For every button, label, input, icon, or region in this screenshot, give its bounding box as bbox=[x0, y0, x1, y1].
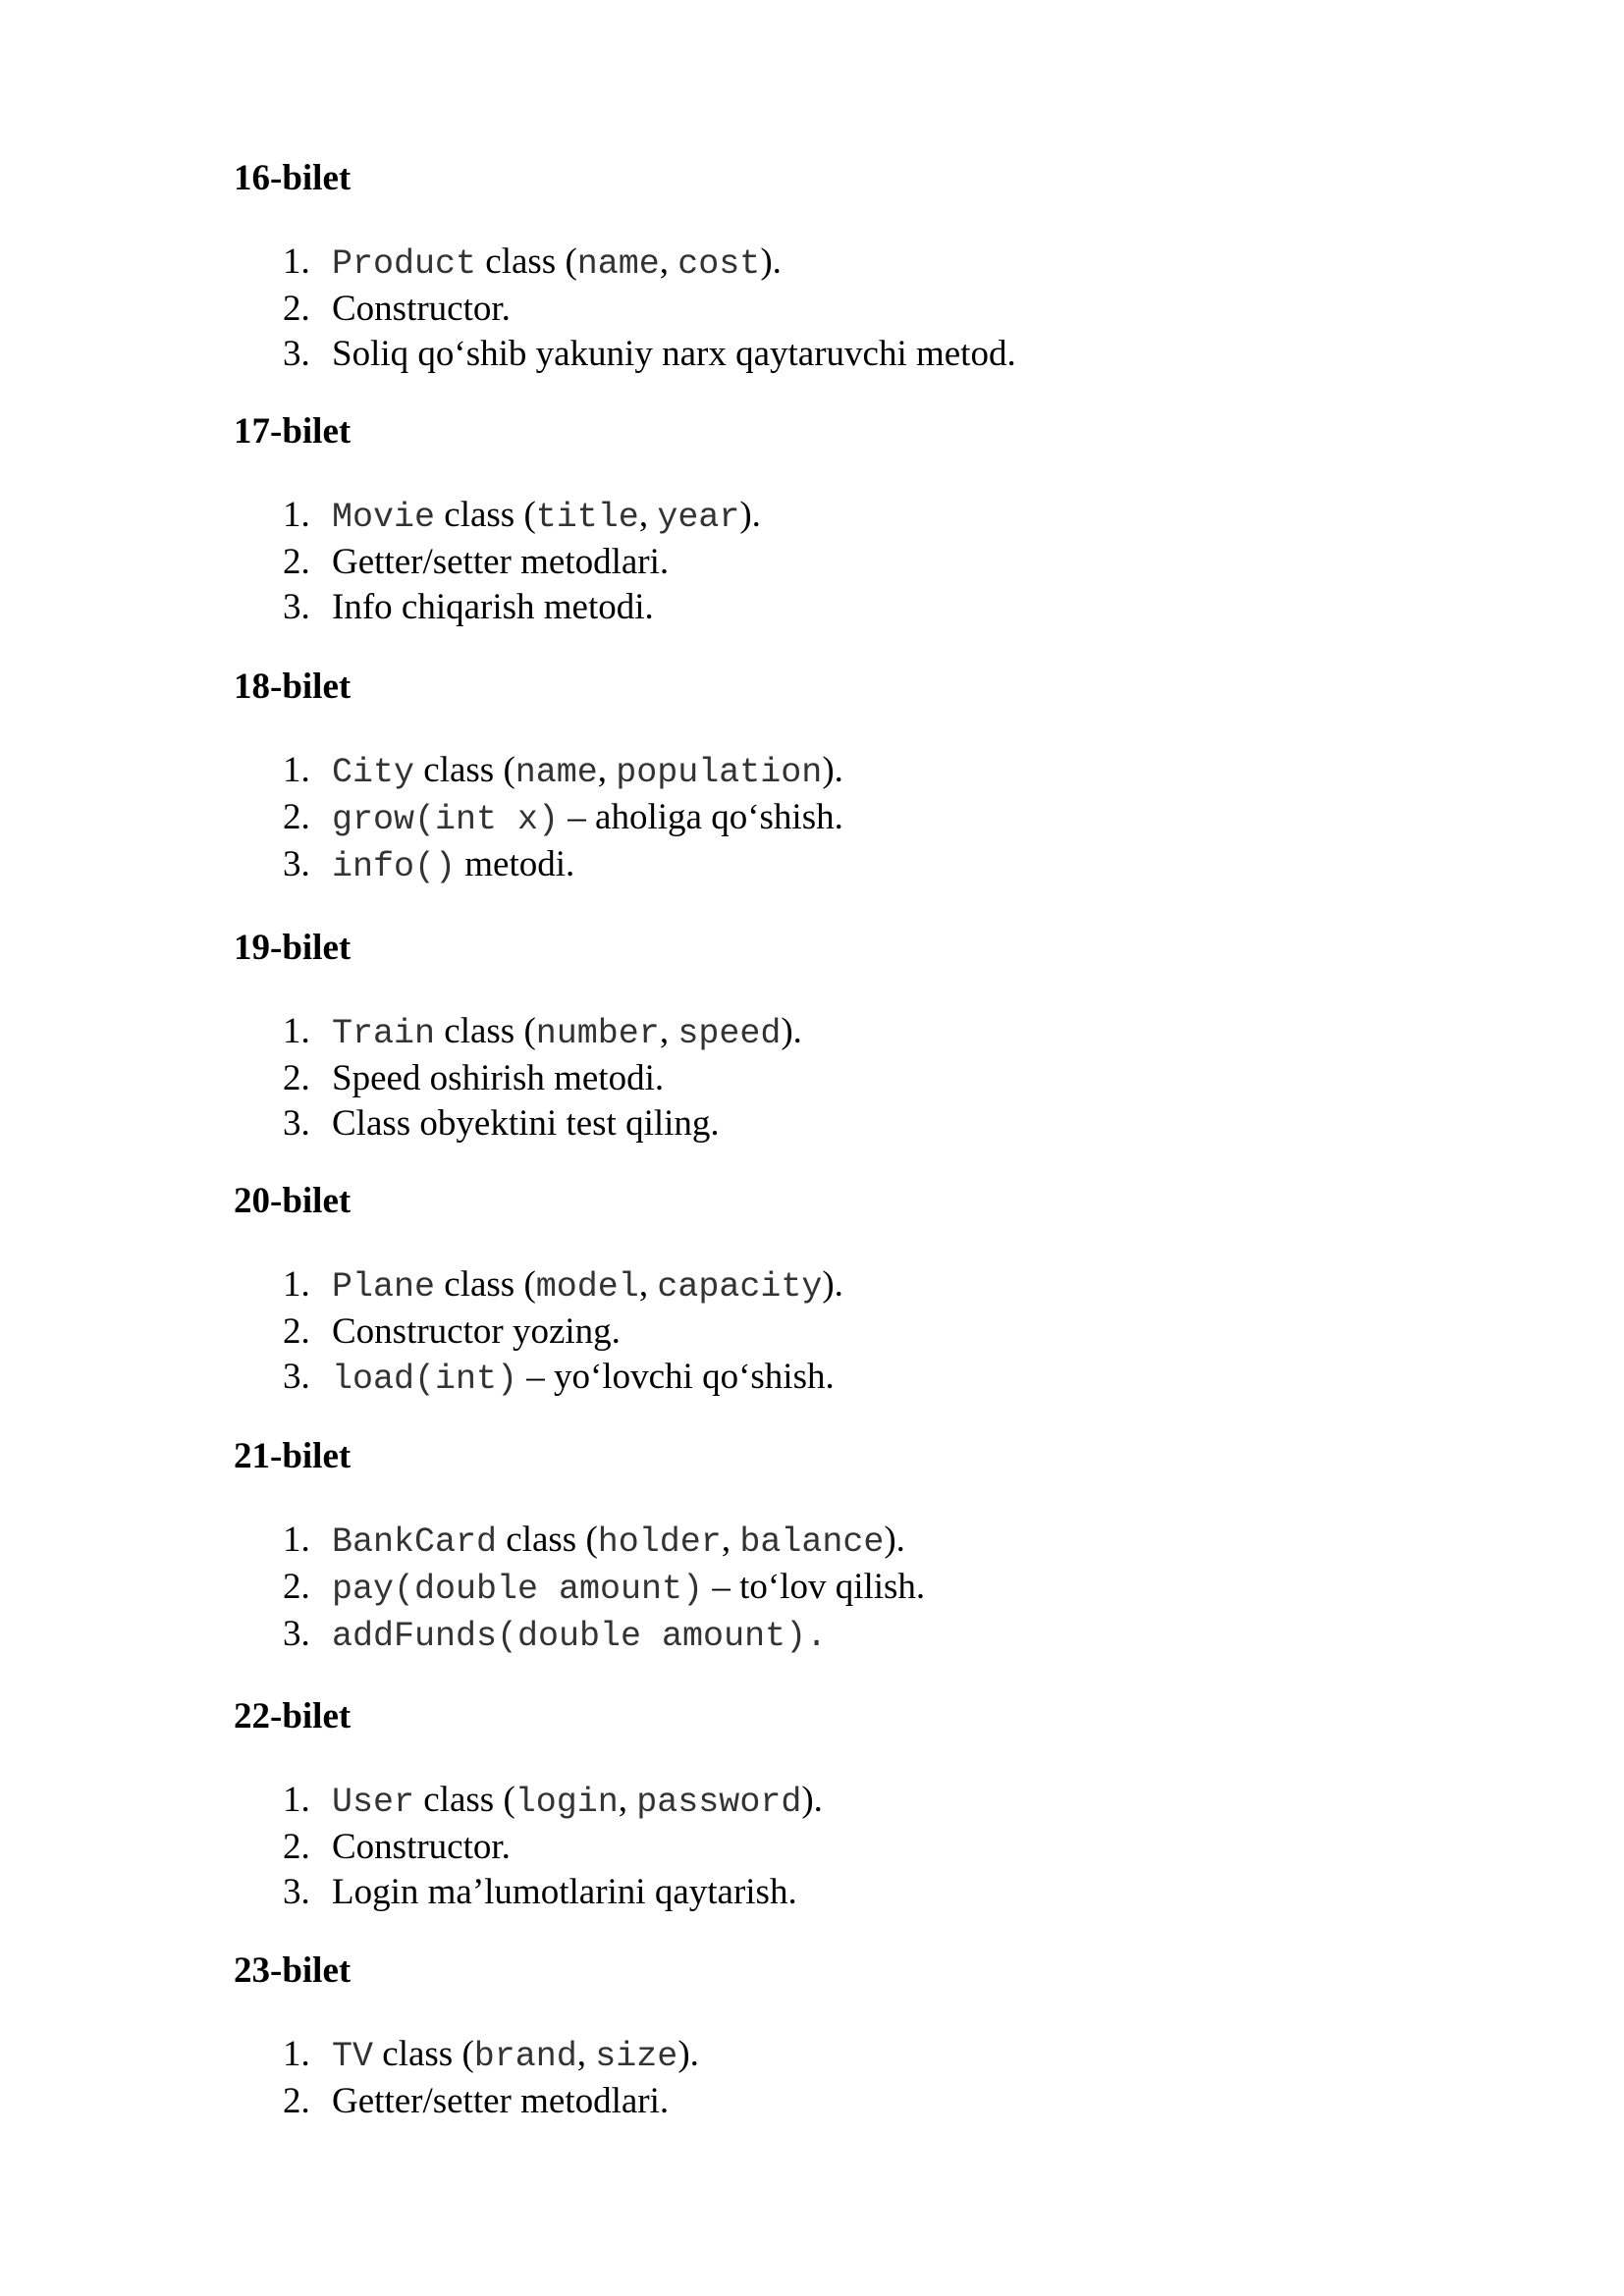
ticket-task-list bbox=[234, 2032, 1412, 2124]
task-text: Constructor. bbox=[332, 1827, 511, 1867]
task-text: ). bbox=[781, 1011, 802, 1051]
task-text: ). bbox=[822, 750, 843, 790]
task-number: 2. bbox=[283, 1567, 310, 1607]
task-text: – to‘lov qilish. bbox=[703, 1567, 926, 1607]
task-number: 3. bbox=[283, 1872, 310, 1912]
task-text: class ( bbox=[373, 2034, 474, 2074]
code-identifier: load(int) bbox=[332, 1360, 518, 1399]
task-text: Class obyektini test qiling. bbox=[332, 1103, 720, 1144]
code-identifier: City bbox=[332, 753, 415, 792]
code-identifier: Plane bbox=[332, 1267, 436, 1307]
ticket-task-list bbox=[234, 493, 1412, 630]
task-item bbox=[234, 795, 1412, 842]
task-text: Login ma’lumotlarini qaytarish. bbox=[332, 1872, 797, 1912]
task-text: – yo‘lovchi qo‘shish. bbox=[517, 1357, 835, 1397]
code-identifier: TV bbox=[332, 2037, 374, 2076]
ticket-title: 16-bilet bbox=[234, 158, 352, 198]
task-text: , bbox=[597, 750, 617, 790]
code-identifier: holder bbox=[597, 1522, 722, 1562]
task-text: Speed oshirish metodi. bbox=[332, 1058, 665, 1098]
task-number: 2. bbox=[283, 1058, 310, 1098]
code-identifier: year bbox=[657, 498, 740, 537]
task-number: 1. bbox=[283, 750, 310, 790]
task-item bbox=[234, 332, 1412, 377]
task-text: , bbox=[638, 495, 658, 535]
task-item bbox=[234, 2032, 1412, 2079]
task-text: class ( bbox=[435, 1264, 536, 1305]
task-text: class ( bbox=[414, 750, 515, 790]
task-number: 1. bbox=[283, 1264, 310, 1305]
task-item bbox=[234, 1355, 1412, 1402]
ticket-section bbox=[234, 927, 1412, 1147]
task-text: , bbox=[638, 1264, 658, 1305]
task-number: 2. bbox=[283, 1827, 310, 1867]
task-item bbox=[234, 287, 1412, 332]
ticket-task-list bbox=[234, 1778, 1412, 1915]
code-identifier: pay(double amount) bbox=[332, 1570, 704, 1609]
task-text: Getter/setter metodlari. bbox=[332, 542, 670, 582]
code-identifier: cost bbox=[677, 244, 761, 284]
task-item bbox=[234, 1262, 1412, 1309]
code-identifier: password bbox=[636, 1783, 802, 1822]
ticket-title: 23-bilet bbox=[234, 1950, 352, 1991]
task-item bbox=[234, 540, 1412, 585]
task-text: class ( bbox=[435, 1011, 536, 1051]
task-number: 3. bbox=[283, 1614, 310, 1654]
ticket-task-list bbox=[234, 1262, 1412, 1402]
task-number: 1. bbox=[283, 241, 310, 282]
code-identifier: info() bbox=[332, 847, 457, 886]
code-identifier: model bbox=[535, 1267, 639, 1307]
task-text: ). bbox=[677, 2034, 699, 2074]
task-text: ). bbox=[739, 495, 761, 535]
task-item bbox=[234, 493, 1412, 540]
task-item bbox=[234, 1101, 1412, 1147]
ticket-task-list bbox=[234, 748, 1412, 889]
ticket-section bbox=[234, 410, 1412, 630]
code-identifier: BankCard bbox=[332, 1522, 498, 1562]
task-number: 2. bbox=[283, 542, 310, 582]
code-identifier: Train bbox=[332, 1014, 436, 1053]
task-number: 2. bbox=[283, 797, 310, 837]
task-text: ). bbox=[760, 241, 782, 282]
task-number: 3. bbox=[283, 1357, 310, 1397]
task-text: Info chiqarish metodi. bbox=[332, 587, 654, 627]
ticket-title: 18-bilet bbox=[234, 667, 352, 707]
task-item bbox=[234, 1309, 1412, 1355]
task-text: , bbox=[659, 241, 678, 282]
code-identifier: name bbox=[514, 753, 598, 792]
task-text: ). bbox=[884, 1520, 905, 1560]
task-item bbox=[234, 1870, 1412, 1915]
task-text: , bbox=[659, 1011, 678, 1051]
task-text: class ( bbox=[414, 1780, 515, 1820]
ticket-section bbox=[234, 1180, 1412, 1402]
code-identifier: name bbox=[576, 244, 660, 284]
task-item bbox=[234, 2079, 1412, 2124]
code-identifier: User bbox=[332, 1783, 415, 1822]
task-number: 2. bbox=[283, 1311, 310, 1352]
task-number: 1. bbox=[283, 495, 310, 535]
task-number: 1. bbox=[283, 1780, 310, 1820]
ticket-title: 21-bilet bbox=[234, 1436, 352, 1476]
task-text: ). bbox=[801, 1780, 823, 1820]
task-item bbox=[234, 1825, 1412, 1870]
ticket-title: 19-bilet bbox=[234, 928, 352, 968]
code-identifier: Movie bbox=[332, 498, 436, 537]
code-identifier: title bbox=[535, 498, 639, 537]
task-text: class ( bbox=[476, 241, 577, 282]
ticket-section bbox=[234, 1695, 1412, 1915]
task-number: 3. bbox=[283, 1103, 310, 1144]
task-item bbox=[234, 1056, 1412, 1101]
task-text: class ( bbox=[435, 495, 536, 535]
task-item bbox=[234, 585, 1412, 630]
task-item bbox=[234, 1778, 1412, 1825]
code-identifier: brand bbox=[473, 2037, 577, 2076]
task-item bbox=[234, 1565, 1412, 1612]
code-identifier: balance bbox=[739, 1522, 885, 1562]
code-identifier: population bbox=[616, 753, 823, 792]
code-identifier: size bbox=[595, 2037, 678, 2076]
ticket-title: 22-bilet bbox=[234, 1696, 352, 1736]
task-text: metodi. bbox=[456, 844, 575, 884]
ticket-task-list bbox=[234, 1009, 1412, 1147]
task-text: Getter/setter metodlari. bbox=[332, 2081, 670, 2121]
ticket-section bbox=[234, 666, 1412, 889]
task-number: 1. bbox=[283, 1011, 310, 1051]
task-text: Constructor. bbox=[332, 289, 511, 329]
code-identifier: Product bbox=[332, 244, 477, 284]
code-identifier: number bbox=[535, 1014, 660, 1053]
ticket-title: 20-bilet bbox=[234, 1181, 352, 1221]
task-item bbox=[234, 1612, 1412, 1659]
ticket-section bbox=[234, 1949, 1412, 2124]
task-text: , bbox=[618, 1780, 637, 1820]
task-text: Soliq qo‘shib yakuniy narx qaytaruvchi metod. bbox=[332, 334, 1016, 374]
task-text: – aholiga qo‘shish. bbox=[559, 797, 843, 837]
ticket-task-list bbox=[234, 240, 1412, 377]
task-number: 1. bbox=[283, 2034, 310, 2074]
code-identifier: grow(int x) bbox=[332, 800, 560, 839]
task-text: , bbox=[721, 1520, 740, 1560]
ticket-task-list bbox=[234, 1518, 1412, 1659]
task-item bbox=[234, 748, 1412, 795]
task-item bbox=[234, 1518, 1412, 1565]
task-item bbox=[234, 1009, 1412, 1056]
task-number: 3. bbox=[283, 587, 310, 627]
task-text: , bbox=[576, 2034, 596, 2074]
task-text: Constructor yozing. bbox=[332, 1311, 621, 1352]
task-number: 3. bbox=[283, 334, 310, 374]
task-text: ). bbox=[822, 1264, 843, 1305]
task-item bbox=[234, 240, 1412, 287]
ticket-title: 17-bilet bbox=[234, 411, 352, 452]
task-text: class ( bbox=[497, 1520, 598, 1560]
code-identifier: speed bbox=[677, 1014, 782, 1053]
task-number: 3. bbox=[283, 844, 310, 884]
task-number: 1. bbox=[283, 1520, 310, 1560]
task-number: 2. bbox=[283, 289, 310, 329]
ticket-section bbox=[234, 1435, 1412, 1659]
ticket-section bbox=[234, 157, 1412, 377]
code-identifier: capacity bbox=[657, 1267, 823, 1307]
task-item bbox=[234, 842, 1412, 889]
code-identifier: login bbox=[514, 1783, 619, 1822]
code-identifier: addFunds(double amount). bbox=[332, 1617, 828, 1656]
task-number: 2. bbox=[283, 2081, 310, 2121]
